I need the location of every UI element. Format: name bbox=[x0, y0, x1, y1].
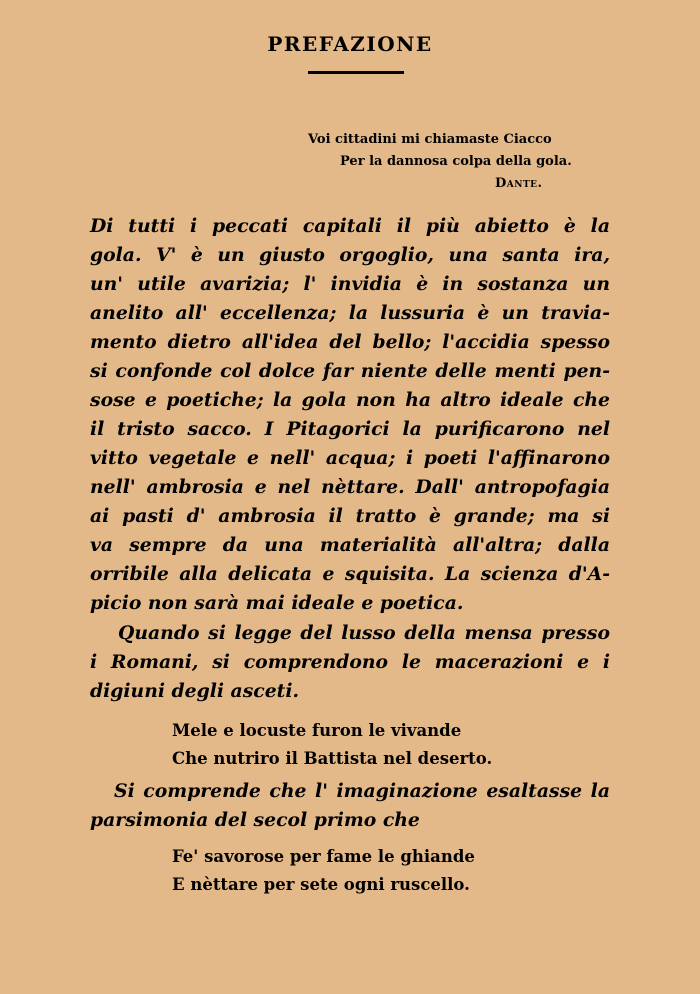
text-line: mento dietro all'idea del bello; l'accidia spesso bbox=[90, 331, 610, 353]
epigraph-author: Dante. bbox=[495, 176, 543, 191]
text-line: un' utile avarizia; l' invidia è in sostanza un bbox=[90, 273, 610, 295]
epigraph-line: Voi cittadini mi chiamaste Ciacco bbox=[308, 132, 552, 147]
epigraph bbox=[308, 129, 608, 195]
text-line: il tristo sacco. I Pitagorici la purificarono nel bbox=[90, 418, 610, 440]
verse-line: Fe' savorose per fame le ghiande bbox=[172, 847, 475, 866]
epigraph-line: Per la dannosa colpa della gola. bbox=[340, 154, 572, 169]
text-line: vitto vegetale e nell' acqua; i poeti l'affinarono bbox=[90, 447, 610, 469]
paragraph-1 bbox=[90, 212, 610, 618]
text-line: orribile alla delicata e squisita. La scienza d'A- bbox=[90, 563, 610, 585]
text-line: Quando si legge del lusso della mensa presso bbox=[118, 622, 610, 644]
text-line: digiuni degli asceti. bbox=[90, 680, 300, 702]
verse-line: Che nutriro il Battista nel deserto. bbox=[172, 749, 493, 768]
text-line: parsimonia del secol primo che bbox=[90, 809, 420, 831]
text-line: nell' ambrosia e nel nèttare. Dall' antropofagia bbox=[90, 476, 610, 498]
verse-quote-2 bbox=[172, 843, 475, 899]
verse-line: E nèttare per sete ogni ruscello. bbox=[172, 875, 470, 894]
text-line: ai pasti d' ambrosia il tratto è grande; ma si bbox=[90, 505, 610, 527]
text-line: gola. V' è un giusto orgoglio, una santa ira, bbox=[90, 244, 610, 266]
page-title: PREFAZIONE bbox=[267, 32, 433, 56]
text-line: i Romani, si comprendono le macerazioni e i bbox=[90, 651, 610, 673]
verse-line: Mele e locuste furon le vivande bbox=[172, 721, 462, 740]
text-line: si confonde col dolce far niente delle menti pen- bbox=[90, 360, 610, 382]
title-rule bbox=[308, 71, 404, 74]
text-line: sose e poetiche; la gola non ha altro ideale che bbox=[90, 389, 610, 411]
text-line: Si comprende che l' imaginazione esaltasse la bbox=[114, 780, 610, 802]
paragraph-3 bbox=[90, 777, 610, 835]
verse-quote-1 bbox=[172, 717, 492, 773]
paragraph-2 bbox=[90, 619, 610, 706]
text-line: picio non sarà mai ideale e poetica. bbox=[90, 592, 464, 614]
text-line: Di tutti i peccati capitali il più abietto è la bbox=[90, 215, 610, 237]
text-line: va sempre da una materialità all'altra; dalla bbox=[90, 534, 610, 556]
text-line: anelito all' eccellenza; la lussuria è un travia- bbox=[90, 302, 610, 324]
